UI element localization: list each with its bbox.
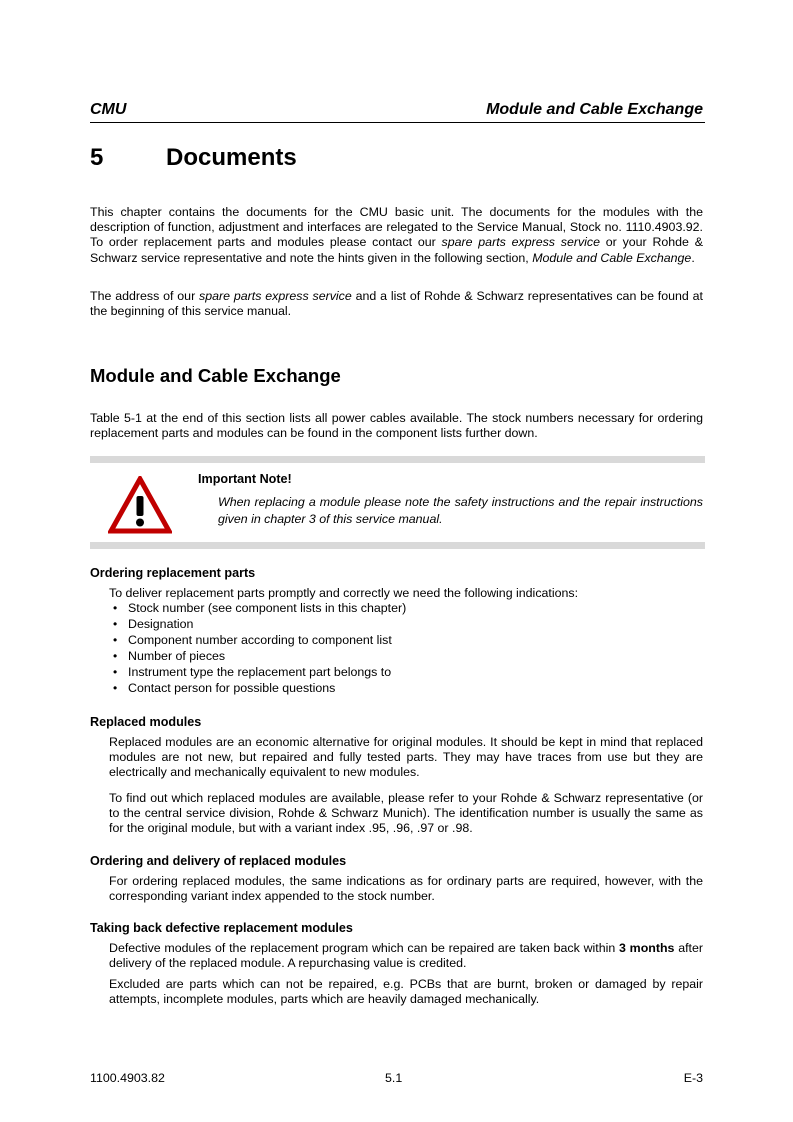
bullet-icon: • xyxy=(113,601,118,615)
header-left: CMU xyxy=(90,101,127,118)
replaced-paragraph-1: Replaced modules are an economic alternative for original modules. It should be kept in mind that replaced modules are not new, but repaired and fully tested parts. They may have traces from use but they are electrically and mechanically equivalent to new modules. xyxy=(109,735,703,780)
intro-emphasis: Module and Cable Exchange xyxy=(532,250,692,265)
list-item xyxy=(109,616,406,632)
bullet-icon: • xyxy=(113,649,118,664)
intro-text: . xyxy=(691,250,695,265)
header-rule xyxy=(90,122,705,123)
list-item xyxy=(109,664,406,680)
takeback-text: Defective modules of the replacement program which can be repaired are taken back within xyxy=(109,941,620,955)
section-intro: Table 5-1 at the end of this section lists all power cables available. The stock numbers necessary for ordering replacement parts and modules can be found in the component lists further down. xyxy=(90,411,703,441)
intro-text: The address of our xyxy=(90,289,200,303)
bullet-icon: • xyxy=(113,665,118,680)
intro-paragraph-1 xyxy=(90,205,703,266)
replaced-paragraph-2: To find out which replaced modules are available, please refer to your Rohde & Schwarz representative (or to the central service division, Rohde & Schwarz Munich). The identification number is usually the same as for the original module, but with a variant index .95, .96, .97 or .98. xyxy=(109,791,703,836)
footer-stock-number: 1100.4903.82 xyxy=(90,1071,165,1085)
chapter-number: 5 xyxy=(90,144,104,171)
note-top-bar xyxy=(90,456,705,463)
note-title: Important Note! xyxy=(198,472,292,486)
list-item-text: Instrument type the replacement part belongs to xyxy=(128,665,392,680)
warning-triangle-icon xyxy=(108,476,172,534)
list-item xyxy=(109,648,406,664)
replaced-title: Replaced modules xyxy=(90,715,202,729)
bullet-icon: • xyxy=(113,633,118,648)
list-item-text: Stock number (see component lists in this chapter) xyxy=(128,601,407,615)
list-item xyxy=(109,632,406,648)
ordering-list xyxy=(109,600,406,697)
ordering-title: Ordering replacement parts xyxy=(90,566,256,580)
delivery-paragraph: For ordering replaced modules, the same indications as for ordinary parts are required, however, with the corresponding variant index appended to the stock number. xyxy=(109,874,703,904)
intro-text: or your Rohde & Schwarz service representative and note the hints given in the following section, xyxy=(90,235,703,265)
bullet-icon: • xyxy=(113,681,118,696)
intro-emphasis: spare parts express service xyxy=(199,289,352,303)
intro-text: This chapter contains the documents for the CMU basic unit. The documents for the modules with the description of function, adjustment and interfaces are relegated to the Service Manual, Stock no. 1110.4903.92. To order replacement parts and modules please contact our xyxy=(90,205,703,250)
section-title: Module and Cable Exchange xyxy=(90,365,341,386)
list-item-text: Component number according to component list xyxy=(128,633,392,648)
ordering-intro: To deliver replacement parts promptly and correctly we need the following indications: xyxy=(109,586,579,600)
delivery-title: Ordering and delivery of replaced modules xyxy=(90,854,347,868)
note-bottom-bar xyxy=(90,542,705,549)
list-item xyxy=(109,600,406,616)
list-item xyxy=(109,680,406,696)
list-item-text: Contact person for possible questions xyxy=(128,681,336,696)
takeback-title: Taking back defective replacement modules xyxy=(90,921,353,935)
footer-page-number: E-3 xyxy=(683,1071,703,1085)
list-item-text: Number of pieces xyxy=(128,649,226,664)
intro-paragraph-2 xyxy=(90,289,703,319)
intro-text: and a list of Rohde & Schwarz representatives can be found at the beginning of this service manual. xyxy=(90,289,703,319)
list-item-text: Designation xyxy=(128,617,194,632)
footer-version: 5.1 xyxy=(385,1071,403,1085)
header-right: Module and Cable Exchange xyxy=(486,101,703,118)
note-text: When replacing a module please note the safety instructions and the repair instructions given in chapter 3 of this service manual. xyxy=(218,495,703,526)
takeback-paragraph-2: Excluded are parts which can not be repaired, e.g. PCBs that are burnt, broken or damaged by repair attempts, incomplete modules, parts which are heavily damaged mechanically. xyxy=(109,977,703,1007)
takeback-paragraph-1 xyxy=(109,941,703,971)
intro-emphasis: spare parts express service xyxy=(441,235,601,250)
takeback-bold: 3 months xyxy=(619,941,675,955)
bullet-icon: • xyxy=(113,617,118,632)
chapter-title: Documents xyxy=(166,144,297,171)
takeback-text: after delivery of the replaced module. A repurchasing value is credited. xyxy=(109,941,703,971)
